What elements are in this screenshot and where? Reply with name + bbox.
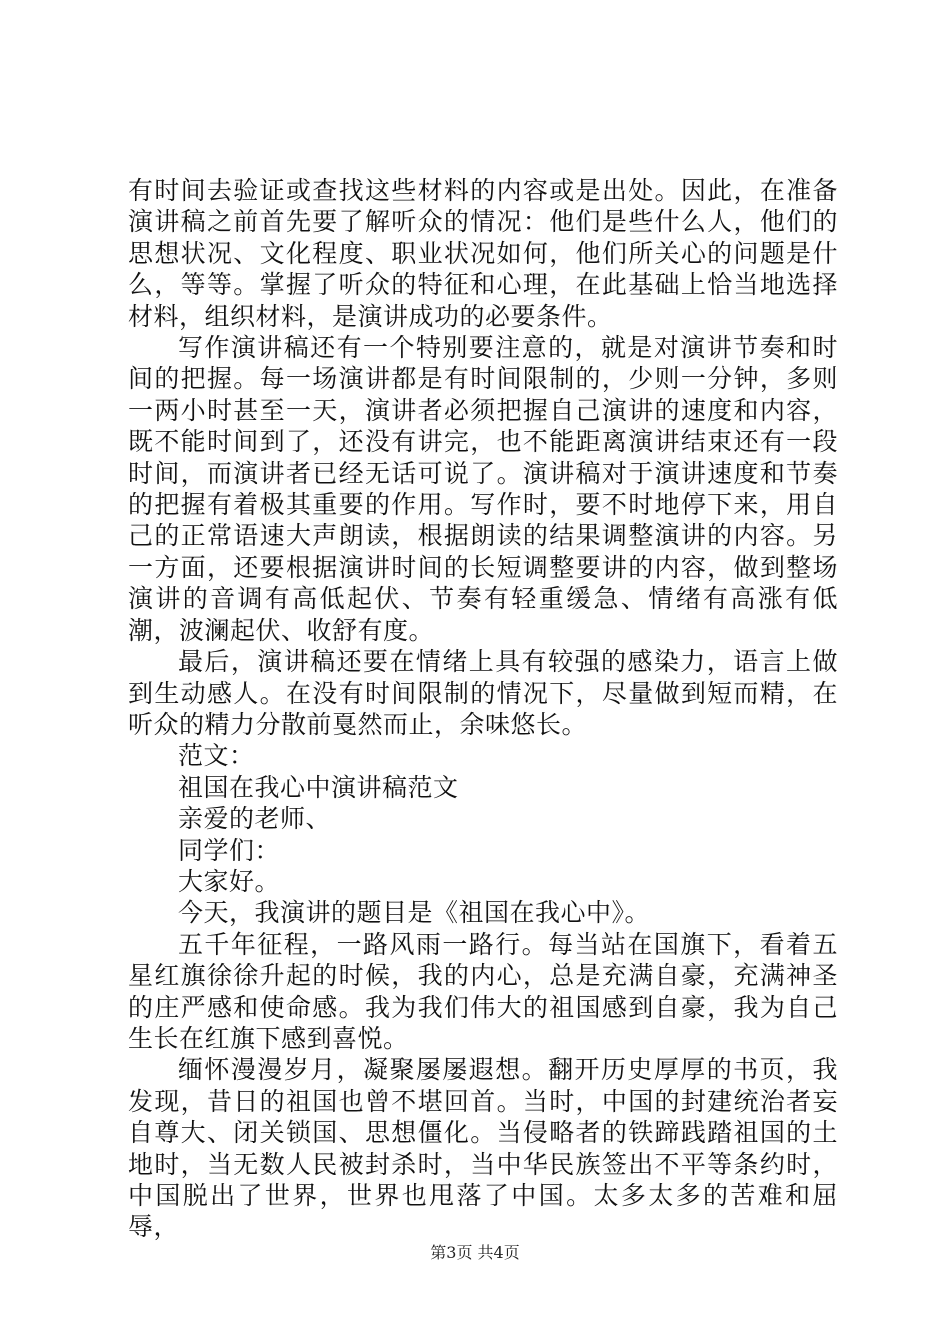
paragraph-flag: 五千年征程，一路风雨一路行。每当站在国旗下，看着五星红旗徐徐升起的时候，我的内心，总是充满自豪，充满神圣的庄严感和使命感。我为我们伟大的祖国感到自豪，我为自己生长在红旗下感到喜悦。 (128, 929, 838, 1053)
sample-title: 祖国在我心中演讲稿范文 (178, 772, 459, 802)
paragraph-2: 写作演讲稿还有一个特别要注意的，就是对演讲节奏和时间的把握。每一场演讲都是有时间限制的，少则一分钟，多则一两小时甚至一天，演讲者必须把握自己演讲的速度和内容，既不能时间到了，还没有讲完，也不能距离演讲结束还有一段时间，而演讲者已经无话可说了。演讲稿对于演讲速度和节奏的把握有着极其重要的作用。写作时，要不时地停下来，用自己的正常语速大声朗读，根据朗读的结果调整演讲的内容。另一方面，还要根据演讲时间的长短调整要讲的内容，做到整场演讲的音调有高低起伏、节奏有轻重缓急、情绪有高涨有低潮，波澜起伏、收舒有度。 (128, 333, 838, 645)
sample-label: 范文： (178, 741, 255, 771)
page-number-footer: 第3页 共4页 (430, 1243, 520, 1262)
greeting: 大家好。 (178, 866, 281, 896)
paragraph-1: 有时间去验证或查找这些材料的内容或是出处。因此，在准备演讲稿之前首先要了解听众的情况：他们是些什么人，他们的思想状况、文化程度、职业状况如何，他们所关心的问题是什么，等等。掌握了听众的特征和心理，在此基础上恰当地选择材料，组织材料，是演讲成功的必要条件。 (128, 176, 838, 331)
salutation-teachers: 亲爱的老师、 (178, 804, 332, 834)
paragraph-3: 最后，演讲稿还要在情绪上具有较强的感染力，语言上做到生动感人。在没有时间限制的情况下，尽量做到短而精，在听众的精力分散前戛然而止，余味悠长。 (128, 647, 838, 739)
document-body (128, 175, 838, 1243)
salutation-students: 同学们： (178, 835, 281, 865)
speech-topic: 今天，我演讲的题目是《祖国在我心中》。 (178, 898, 651, 928)
paragraph-history: 缅怀漫漫岁月，凝聚屡屡遐想。翻开历史厚厚的书页，我发现，昔日的祖国也曾不堪回首。当时，中国的封建统治者妄自尊大、闭关锁国、思想僵化。当侵略者的铁蹄践踏祖国的土地时，当无数人民被封杀时，当中华民族签出不平等条约时，中国脱出了世界，世界也甩落了中国。太多太多的苦难和屈辱， (128, 1055, 838, 1242)
